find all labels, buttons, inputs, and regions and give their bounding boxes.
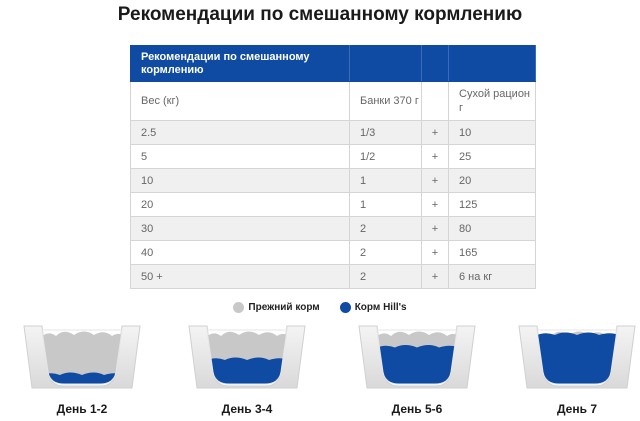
table-row: [131, 241, 536, 265]
table-row: [131, 265, 536, 289]
cell-cans: 2: [350, 217, 422, 241]
legend-item-old: [233, 302, 319, 313]
day-label: День 1-2: [56, 402, 108, 416]
col-cans: Банки 370 г: [350, 82, 422, 121]
cell-plus: +: [422, 121, 449, 145]
cell-plus: +: [422, 265, 449, 289]
cell-weight: 5: [131, 145, 350, 169]
col-dry: Сухой рацион г: [449, 82, 536, 121]
cell-cans: 2: [350, 241, 422, 265]
hills-food-swatch: [340, 302, 351, 313]
legend-old-label: Прежний корм: [248, 302, 320, 313]
bowl-day-4: [515, 322, 639, 392]
cell-plus: +: [422, 169, 449, 193]
cell-weight: 10: [131, 169, 350, 193]
cell-dry: 10: [449, 121, 536, 145]
cell-weight: 2.5: [131, 121, 350, 145]
cell-cans: 1/2: [350, 145, 422, 169]
bowl-day-3: [355, 322, 479, 392]
table-row: [131, 193, 536, 217]
cell-weight: 50 +: [131, 265, 350, 289]
table-row: [131, 145, 536, 169]
cell-cans: 1/3: [350, 121, 422, 145]
cell-plus: +: [422, 145, 449, 169]
cell-weight: 20: [131, 193, 350, 217]
cell-plus: +: [422, 217, 449, 241]
cell-weight: 40: [131, 241, 350, 265]
table-header-row: [131, 46, 536, 82]
legend: [0, 302, 640, 313]
page-title: Рекомендации по смешанному кормлению: [117, 4, 523, 25]
old-food-swatch: [233, 302, 244, 313]
cell-dry: 165: [449, 241, 536, 265]
cell-cans: 1: [350, 193, 422, 217]
cell-weight: 30: [131, 217, 350, 241]
table-row: [131, 217, 536, 241]
table-row: [131, 169, 536, 193]
cell-cans: 1: [350, 169, 422, 193]
day-label: День 5-6: [391, 402, 443, 416]
day-label: День 3-4: [221, 402, 273, 416]
cell-dry: 25: [449, 145, 536, 169]
col-plus: [422, 82, 449, 121]
bowl-day-1: [20, 322, 144, 392]
table-header: Рекомендации по смешанному кормлению: [131, 46, 350, 82]
cell-dry: 20: [449, 169, 536, 193]
cell-cans: 2: [350, 265, 422, 289]
col-weight: Вес (кг): [131, 82, 350, 121]
table-row: [131, 121, 536, 145]
cell-plus: +: [422, 241, 449, 265]
feeding-table: [130, 45, 536, 289]
cell-dry: 6 на кг: [449, 265, 536, 289]
day-label: День 7: [556, 402, 597, 416]
cell-plus: +: [422, 193, 449, 217]
column-headers: [131, 82, 536, 121]
legend-new-label: Корм Hill's: [354, 302, 407, 313]
hills-food: [535, 333, 621, 385]
bowl-day-2: [185, 322, 309, 392]
cell-dry: 80: [449, 217, 536, 241]
legend-item-new: [340, 302, 407, 313]
cell-dry: 125: [449, 193, 536, 217]
